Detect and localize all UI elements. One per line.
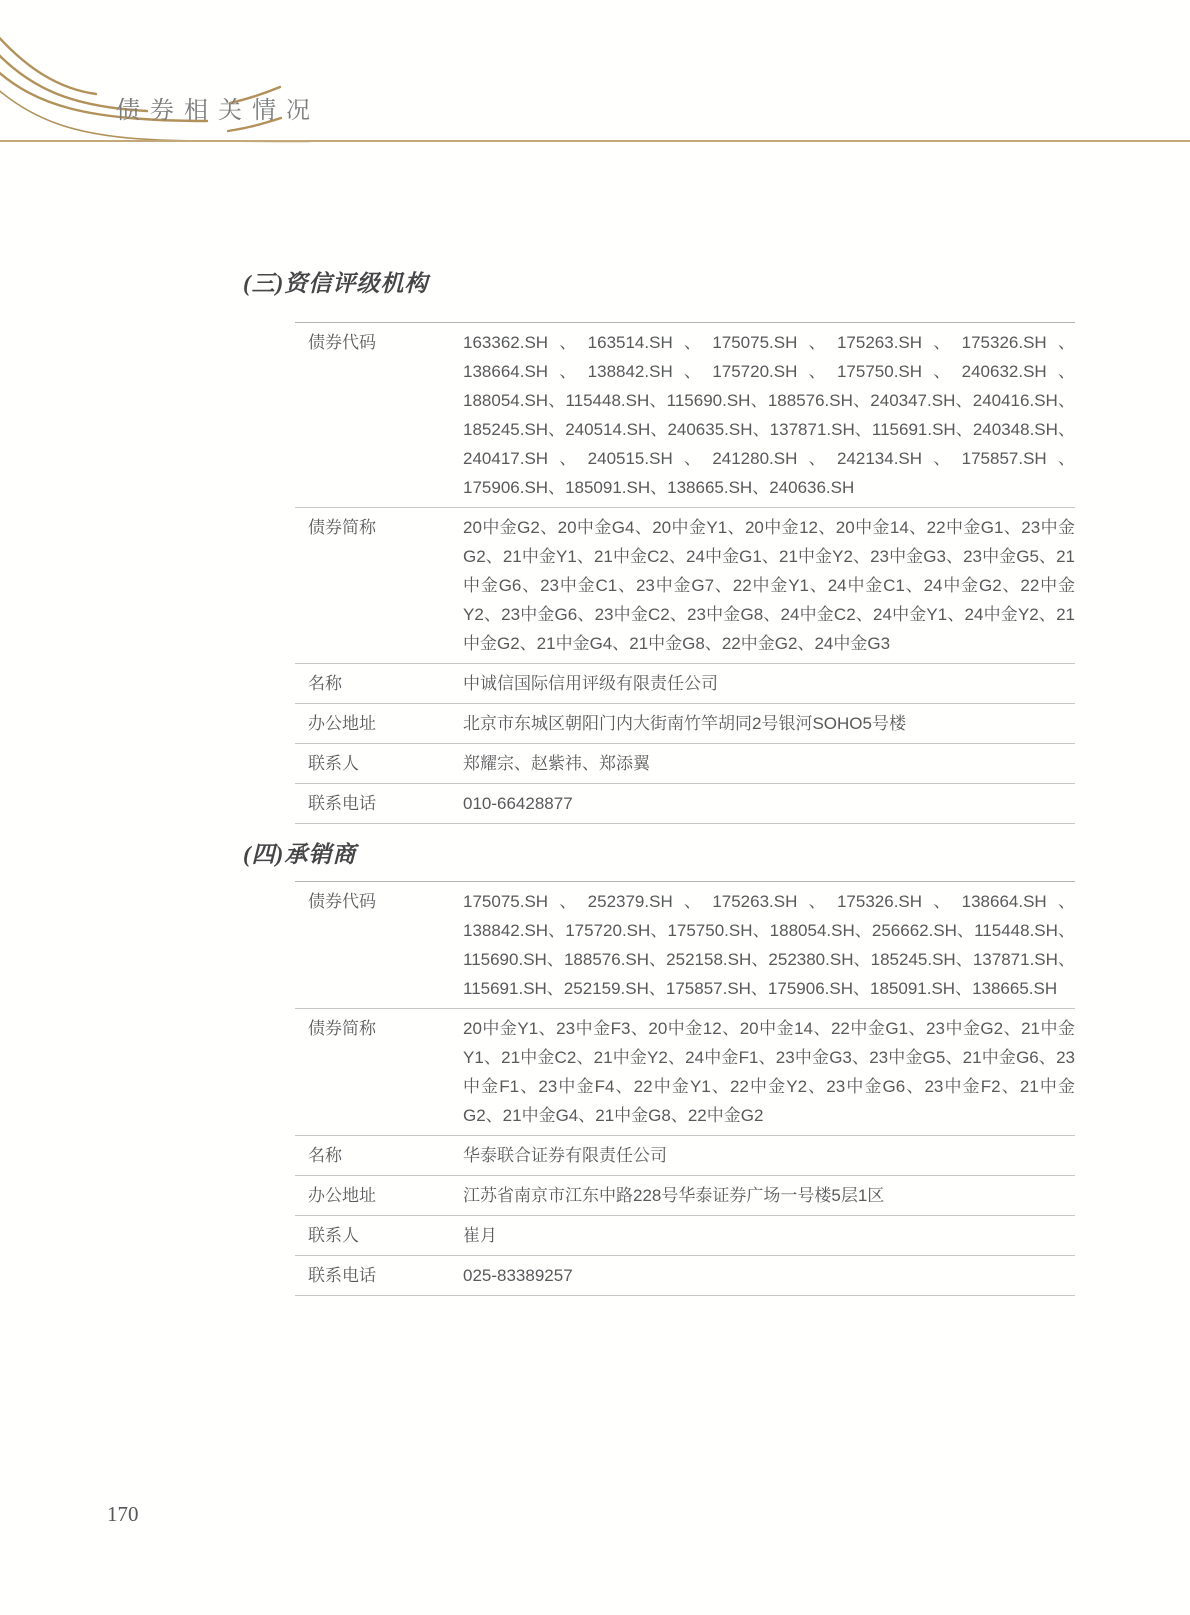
section-title-underwriter: (四)承销商 [243,842,357,867]
table-row-office-address [295,1176,1075,1216]
row-value: 华泰联合证券有限责任公司 [463,1146,667,1165]
row-value: 郑耀宗、赵紫祎、郑添翼 [463,754,650,773]
row-value: 20中金G2、20中金G4、20中金Y1、20中金12、20中金14、22中金G1、23中金G2、21中金Y1、21中金C2、24中金G1、21中金Y2、23中金G3、23中金G5、21中金G6、23中金C1、23中金G7、22中金Y1、24中金C1、24中金G2、22中金Y2、23中金G6、23中金C2、23中金G8、24中金C2、24中金Y1、24中金Y2、21中金G2、21中金G4、21中金G8、22中金G2、24中金G3 [463,518,1075,653]
row-label: 联系电话 [308,1266,376,1285]
row-label: 债券简称 [308,518,376,537]
underwriter-table [295,881,1075,1296]
table-row-bond-codes [295,882,1075,1009]
row-label: 名称 [308,674,342,693]
table-row-contact-phone [295,1256,1075,1296]
row-label: 名称 [308,1146,342,1165]
row-value: 20中金Y1、23中金F3、20中金12、20中金14、22中金G1、23中金G2、21中金Y1、21中金C2、21中金Y2、24中金F1、23中金G3、23中金G5、21中金G6、23中金F1、23中金F4、22中金Y1、22中金Y2、23中金G6、23中金F2、21中金G2、21中金G4、21中金G8、22中金G2 [463,1019,1075,1125]
row-label: 债券代码 [308,333,376,352]
row-label: 联系人 [308,1226,359,1245]
table-row-company-name [295,664,1075,704]
rating-agency-table [295,322,1075,824]
table-row-bond-codes [295,323,1075,508]
section-title-rating-agency: (三)资信评级机构 [243,271,429,296]
row-value: 163362.SH、163514.SH、175075.SH、175263.SH、175326.SH、138664.SH、138842.SH、175720.SH、175750.SH、240632.SH、188054.SH、115448.SH、115690.SH、188576.SH、240347.SH、240416.SH、185245.SH、240514.SH、240635.SH、137871.SH、115691.SH、240348.SH、240417.SH、240515.SH、241280.SH、242134.SH、175857.SH、175906.SH、185091.SH、138665.SH、240636.SH [463,333,1075,497]
page-number: 170 [107,1502,139,1526]
row-label: 联系电话 [308,794,376,813]
row-label: 债券代码 [308,892,376,911]
row-label: 债券简称 [308,1019,376,1038]
row-value: 北京市东城区朝阳门内大街南竹竿胡同2号银河SOHO5号楼 [463,714,906,733]
row-label: 办公地址 [308,1186,376,1205]
row-label: 办公地址 [308,714,376,733]
table-row-bond-names [295,1009,1075,1136]
table-row-bond-names [295,508,1075,664]
row-value: 010-66428877 [463,794,573,813]
row-value: 025-83389257 [463,1266,573,1285]
header-divider-line [0,140,1190,142]
table-row-contact-phone [295,784,1075,824]
row-value: 175075.SH、252379.SH、175263.SH、175326.SH、138664.SH、138842.SH、175720.SH、175750.SH、188054.SH、256662.SH、115448.SH、115690.SH、188576.SH、252158.SH、252380.SH、185245.SH、137871.SH、115691.SH、252159.SH、175857.SH、175906.SH、185091.SH、138665.SH [463,892,1075,998]
row-value: 江苏省南京市江东中路228号华泰证券广场一号楼5层1区 [463,1186,885,1205]
row-label: 联系人 [308,754,359,773]
row-value: 崔月 [463,1226,497,1245]
page-header-title: 债券相关情况 [116,97,320,124]
table-row-contact-person [295,744,1075,784]
table-row-office-address [295,704,1075,744]
table-row-contact-person [295,1216,1075,1256]
table-row-company-name [295,1136,1075,1176]
row-value: 中诚信国际信用评级有限责任公司 [463,674,718,693]
gold-curves-ornament [0,0,310,150]
